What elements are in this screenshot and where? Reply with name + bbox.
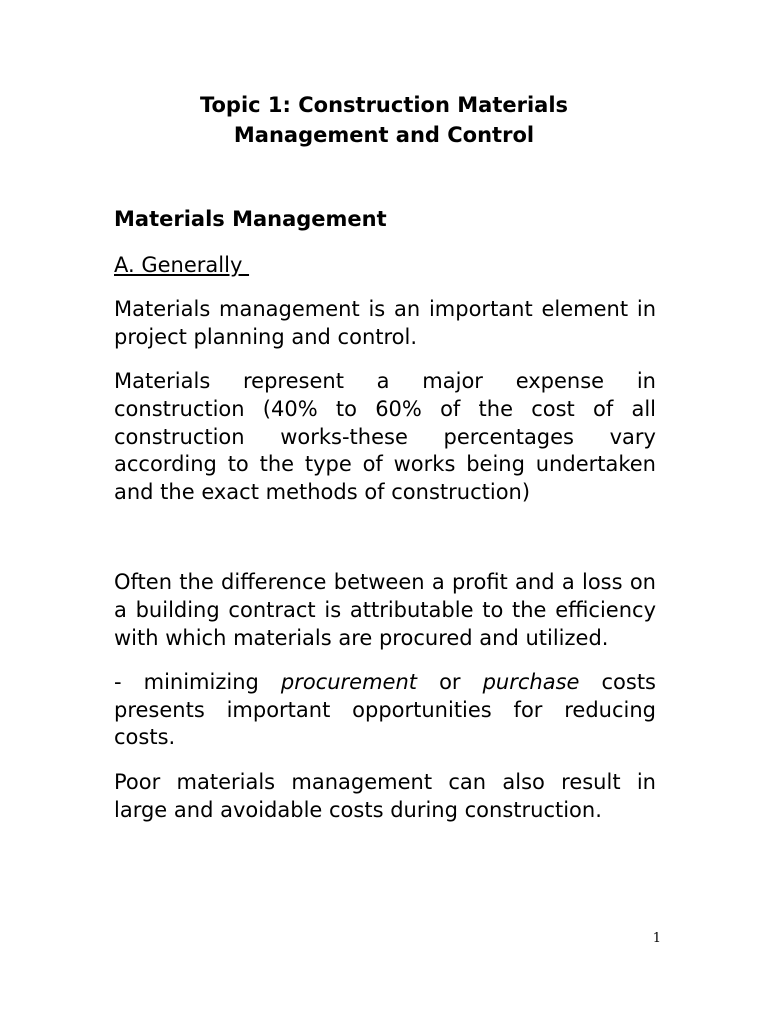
paragraph-1: Materials management is an important element in project planning and control. [114,297,656,349]
paragraph-4-middle: or [417,670,483,695]
document-title [112,90,656,150]
document-body [114,206,656,841]
paragraph-5: Poor materials management can also result in large and avoidable costs during construction. [114,769,656,822]
emphasis-purchase: purchase [482,670,580,695]
paragraph-3: Often the difference between a profit and a loss on a building contract is attributable to the efficiency with which materials are procured and utilized. [114,570,656,650]
paragraph-4-prefix: - minimizing [114,670,281,695]
page-number: 1 [652,931,661,946]
paragraph-2: Materials represent a major expense in construction (40% to 60% of the cost of all construction works-these percentages vary according to the type of works being undertaken and the exact methods of construction) [114,369,656,504]
paragraph-4 [114,669,656,752]
paragraph-4-suffix: costs presents important opportunities for reducing costs. [114,670,656,750]
emphasis-procurement: procurement [280,670,418,695]
title-line-1: Topic 1: Construction Materials [199,93,569,117]
title-line-2: Management and Control [233,123,535,147]
section-heading: Materials Management [114,207,387,231]
subheading: A. Generally [114,252,250,277]
